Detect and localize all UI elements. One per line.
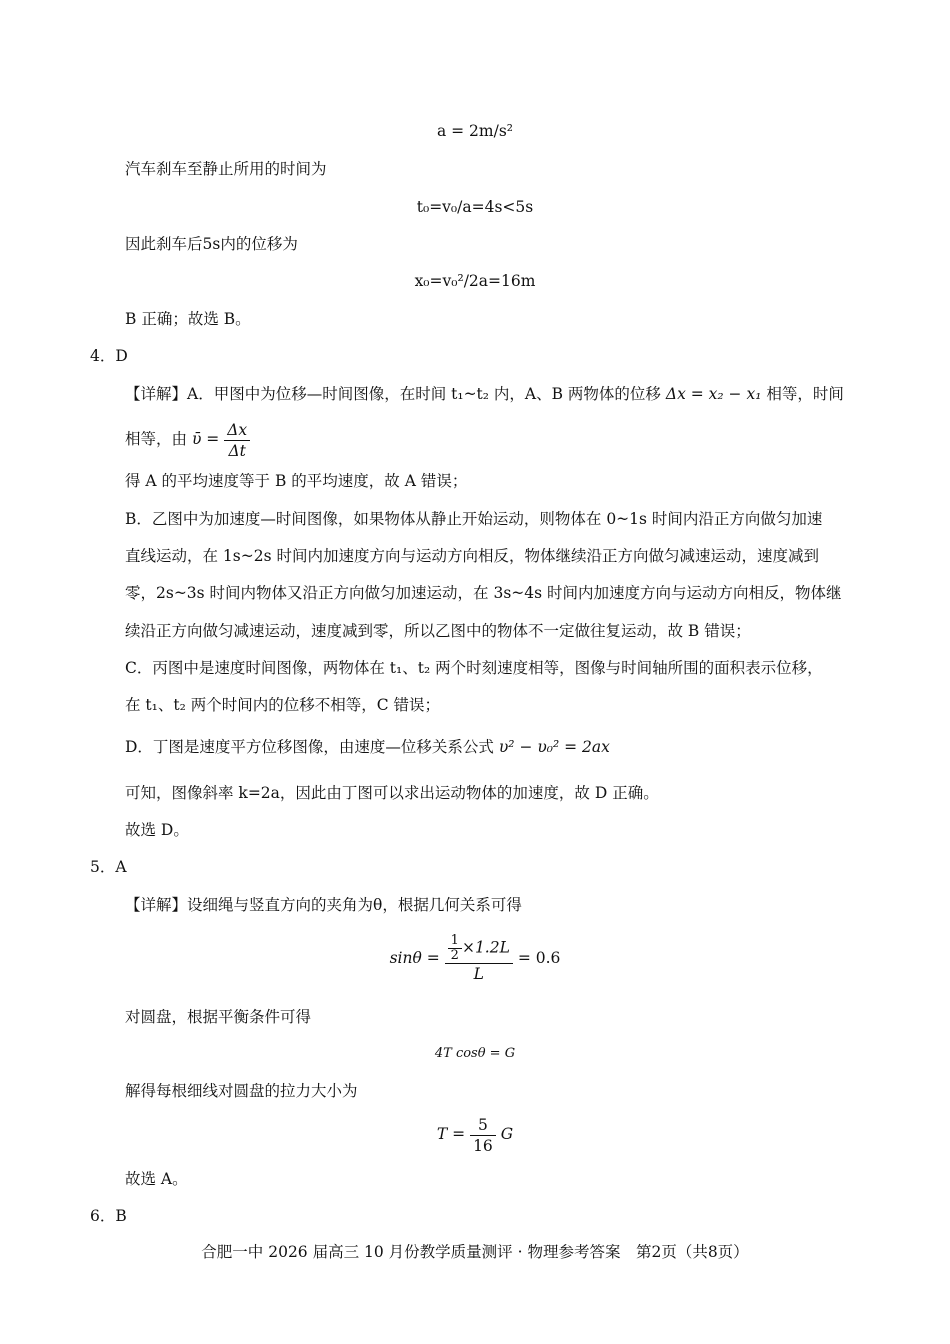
q4-b-line3: 零，2s~3s 时间内物体又沿正方向做匀加速运动，在 3s~4s 时间内加速度方向与运动方向相反，物体继 [125,584,842,602]
q4-conclusion: 故选 D。 [125,821,189,839]
q5-solve-text: 解得每根细线对圆盘的拉力大小为 [125,1082,358,1100]
equation-balance: 4T cosθ = G [434,1046,516,1061]
fraction-sin-numerator [445,934,513,964]
tension-numerator: 5 [470,1115,496,1136]
q4-b-line2: 直线运动，在 1s~2s 时间内加速度方向与运动方向相反，物体继续沿正方向做匀减速运动，速度减到 [125,547,819,565]
question-4-number: 4．D [90,347,128,365]
q4-a-line3: 得 A 的平均速度等于 B 的平均速度，故 A 错误； [125,472,468,490]
equation-sin-theta [0,928,950,988]
sin-lhs: sinθ = [389,949,440,967]
q4-b-line1: B．乙图中为加速度—时间图像，如果物体从静止开始运动，则物体在 0~1s 时间内沿正方向做匀加速 [125,510,823,528]
q4-c-line1: C．丙图中是速度时间图像，两物体在 t₁、t₂ 两个时刻速度相等，图像与时间轴所围的面积表示位移， [125,659,823,677]
question-5-number: 5．A [90,858,127,876]
tension-denominator: 16 [473,1136,493,1155]
equation-x0: x₀=v₀²/2a=16m [414,272,536,290]
q4-a-text: 【详解】A．甲图中为位移—时间图像，在时间 t₁~t₂ 内，A、B 两物体的位移 [125,385,661,403]
equation-acceleration: a = 2m/s² [436,122,514,140]
sin-rhs: = 0.6 [517,949,561,967]
q5-detail: 【详解】设细绳与竖直方向的夹角为θ，根据几何关系可得 [125,896,522,914]
fraction-half [448,934,462,963]
text-displacement-5s: 因此刹车后5s内的位移为 [125,235,298,253]
fraction-denominator: Δt [228,441,246,460]
q4-d-line2: 可知，图像斜率 k=2a，因此由丁图可以求出运动物体的加速度，故 D 正确。 [125,784,659,802]
tension-rhs: G [500,1125,514,1143]
q4-d-text: D．丁图是速度平方位移图像，由速度—位移关系公式 [125,738,494,756]
q4-d-equation: υ² − υ₀² = 2ax [498,738,610,756]
fraction-numerator: Δx [224,420,250,441]
fraction-5-16 [470,1115,496,1156]
q4-c-line2: 在 t₁、t₂ 两个时间内的位移不相等，C 错误； [125,696,441,714]
q5-balance-text: 对圆盘，根据平衡条件可得 [125,1008,312,1026]
half-numerator: 1 [448,934,462,949]
q5-conclusion: 故选 A。 [125,1170,188,1188]
half-denominator: 2 [450,948,459,963]
q4-a-text-tail: 相等，时间 [766,385,844,403]
sin-numerator-rest: ×1.2L [461,938,510,957]
text-brake-time: 汽车刹车至静止所用的时间为 [125,160,327,178]
fraction-sin [445,934,513,984]
question-6-number: 6．B [90,1207,127,1225]
tension-lhs: T = [436,1125,466,1143]
equation-tension [0,1112,950,1156]
q4-d-line1 [125,736,610,758]
q4-a-line2 [125,417,250,461]
avg-velocity-symbol: ῡ = [191,430,220,448]
q4-a-line1 [125,383,844,405]
fraction-dx-dt [224,420,250,461]
text-q3-conclusion: B 正确；故选 B。 [125,310,251,328]
page-footer: 合肥一中 2026 届高三 10 月份教学质量测评 · 物理参考答案 第2页（共8页） [201,1243,749,1261]
fraction-sin-denominator: L [473,965,484,983]
equation-t0: t₀=v₀/a=4s<5s [416,198,534,216]
q4-a-equation: Δx = x₂ − x₁ [665,385,762,403]
q4-b-line4: 续沿正方向做匀减速运动，速度减到零，所以乙图中的物体不一定做往复运动，故 B 错误； [125,622,751,640]
q4-a-line2-text: 相等，由 [125,430,188,448]
